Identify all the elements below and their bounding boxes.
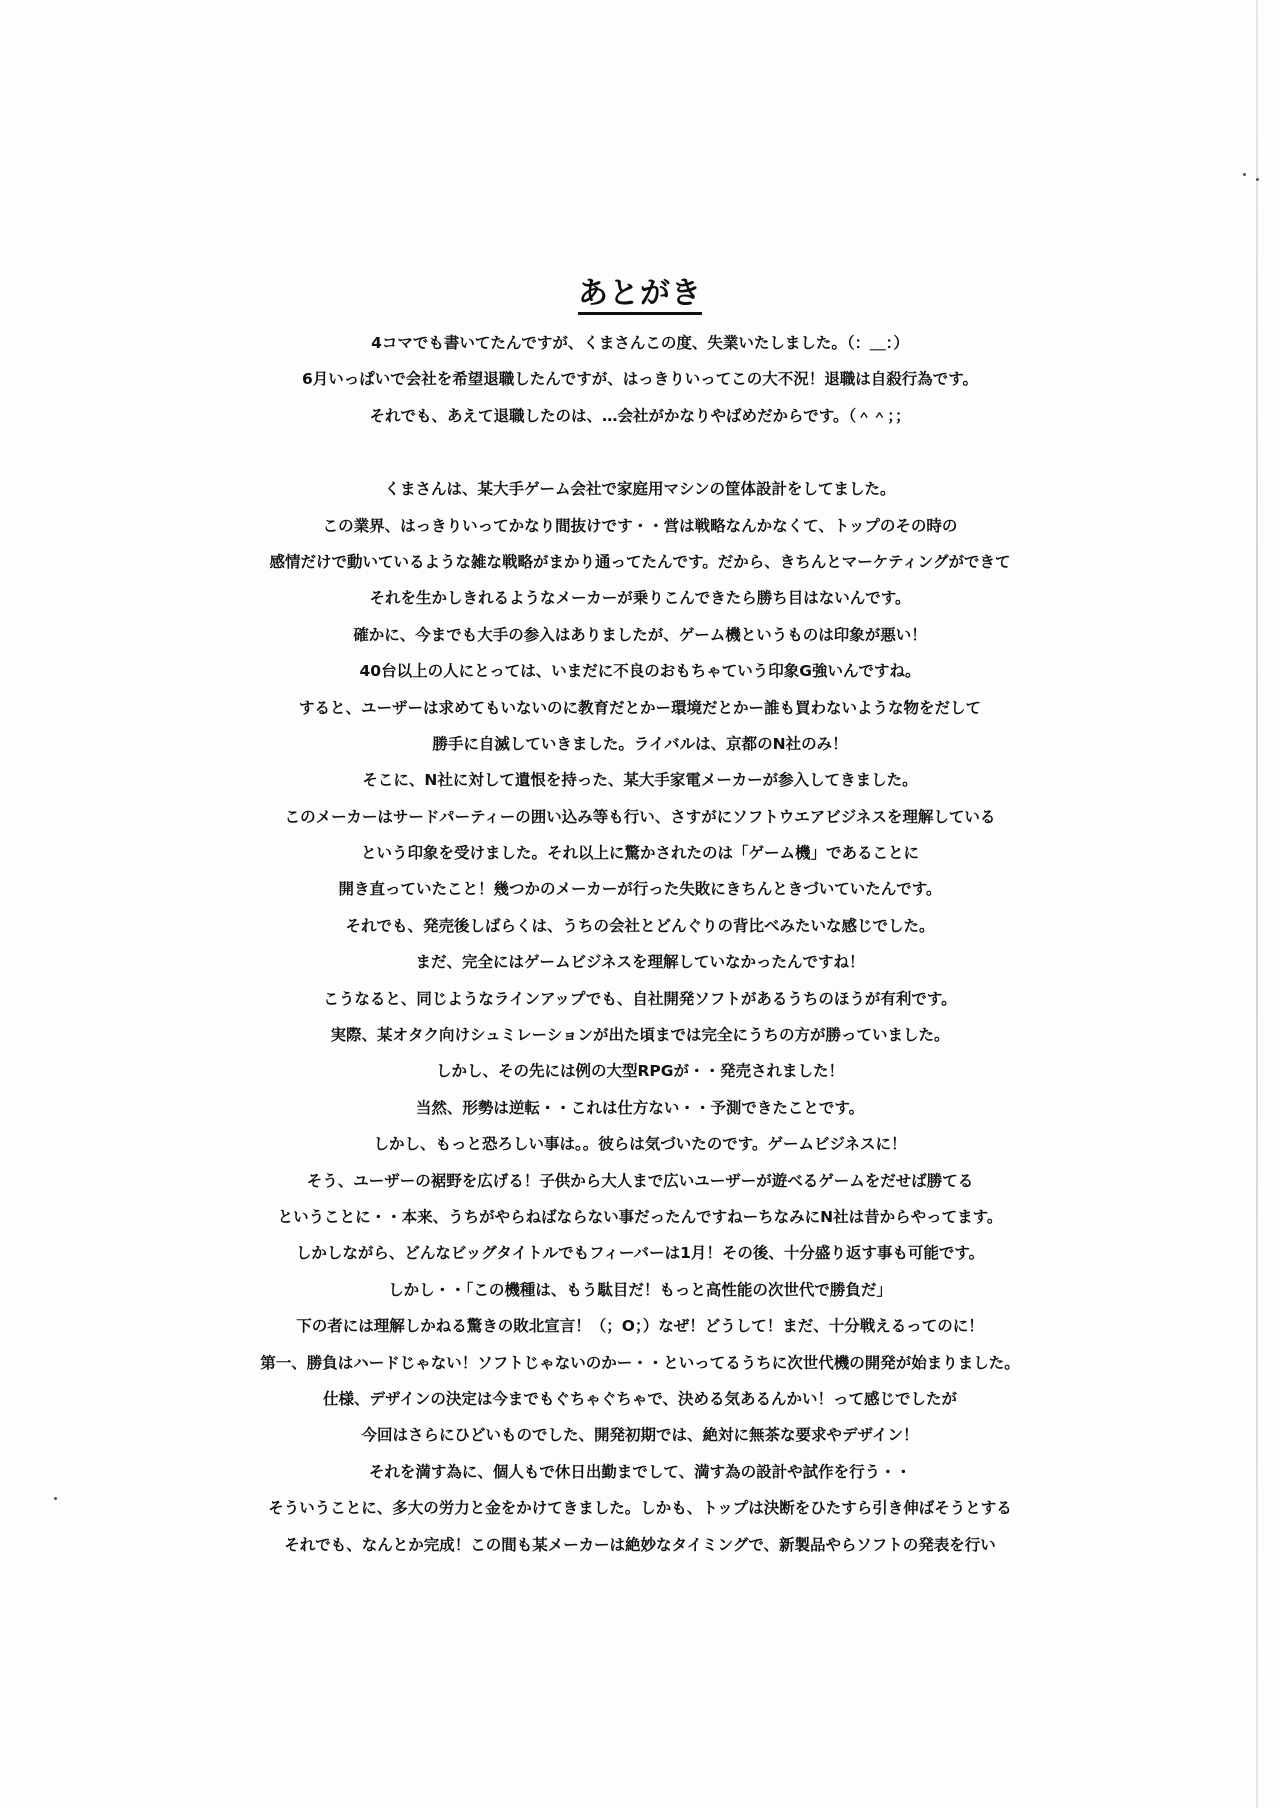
text-line: それでも、なんとか完成！この間も某メーカーは絶妙なタイミングで、新製品やらソフトの発表を行い bbox=[284, 1535, 996, 1554]
paragraph-gap bbox=[40, 434, 1240, 471]
text-line: そう、ユーザーの裾野を広げる！子供から大人まで広いユーザーが遊べるゲームをだせば勝てる bbox=[306, 1171, 974, 1190]
text-line: 40台以上の人にとっては、いまだに不良のおもちゃていう印象G強いんですね。 bbox=[359, 662, 921, 681]
text-line: 仕様、デザインの決定は今までもぐちゃぐちゃで、決める気あるんかい！って感じでしたが bbox=[322, 1389, 958, 1408]
text-line: しかし、その先には例の大型RPGが・・発売されました！ bbox=[435, 1062, 845, 1081]
text-line: 確かに、今までも大手の参入はありましたが、ゲーム機というものは印象が悪い！ bbox=[353, 625, 927, 644]
afterword-text bbox=[40, 325, 1240, 1563]
text-line: しかしながら、どんなビッグタイトルでもフィーバーは1月！その後、十分盛り返す事も可能です。 bbox=[295, 1244, 985, 1263]
text-line: この業界、はっきりいってかなり間抜けです・・営は戦略なんかなくて、トップのその時の bbox=[322, 516, 958, 535]
text-line: まだ、完全にはゲームビジネスを理解していなかったんですね！ bbox=[415, 953, 865, 972]
text-line: しかし・・「この機種は、もう駄目だ！もっと高性能の次世代で勝負だ」 bbox=[388, 1280, 892, 1299]
text-line: 下の者には理解しかねる驚きの敗北宣言！（；O；）なぜ！どうして！まだ、十分戦えるってのに！ bbox=[296, 1317, 984, 1336]
text-line: そこに、N社に対して遺恨を持った、某大手家電メーカーが参入してきました。 bbox=[362, 771, 918, 790]
text-line: それでも、発売後しばらくは、うちの会社とどんぐりの背比べみたいな感じでした。 bbox=[345, 916, 935, 935]
text-line: このメーカーはサードパーティーの囲い込み等も行い、さすがにソフトウエアビジネスを理解している bbox=[284, 807, 996, 826]
text-line: こうなると、同じようなラインアップでも、自社開発ソフトがあるうちのほうが有利です。 bbox=[323, 989, 957, 1008]
text-line: くまさんは、某大手ゲーム会社で家庭用マシンの筐体設計をしてました。 bbox=[384, 480, 896, 499]
text-line: そういうことに、多大の労力と金をかけてきました。しかも、トップは決断をひたすら引き伸ばそうとする bbox=[268, 1499, 1012, 1518]
text-line: 第一、勝負はハードじゃない！ソフトじゃないのかー・・といってるうちに次世代機の開発が始まりました。 bbox=[260, 1353, 1020, 1372]
text-line: 6月いっぱいで会社を希望退職したんですが、はっきりいってこの大不況！退職は自殺行為です。 bbox=[301, 370, 979, 389]
text-line: それを満す為に、個人もで休日出勤までして、満す為の設計や試作を行う・・ bbox=[368, 1462, 912, 1481]
text-line: 感情だけで動いているような雑な戦略がまかり通ってたんです。だから、きちんとマーケティングができて bbox=[269, 552, 1011, 571]
text-line: 勝手に自滅していきました。ライバルは、京都のN社のみ！ bbox=[432, 734, 848, 753]
text-line: それでも、あえて退職したのは、…会社がかなりやばめだからです。（＾＾；； bbox=[369, 406, 911, 425]
text-line: 開き直っていたこと！幾つかのメーカーが行った失敗にきちんときづいていたんです。 bbox=[338, 880, 942, 899]
text-line: 実際、某オタク向けシュミレーションが出た頃までは完全にうちの方が勝っていました。 bbox=[330, 1026, 950, 1045]
paragraph-2 bbox=[40, 471, 1240, 1563]
scan-speck bbox=[1256, 178, 1259, 181]
scan-speck bbox=[1243, 173, 1246, 176]
text-line: という印象を受けました。それ以上に驚かされたのは「ゲーム機」であることに bbox=[360, 844, 919, 863]
text-line: ということに・・本来、うちがやらねばならない事だったんですねーちなみにN社は昔からやってます。 bbox=[277, 1207, 1003, 1226]
text-line: 今回はさらにひどいものでした、開発初期では、絶対に無茶な要求やデザイン！ bbox=[361, 1426, 919, 1445]
text-line: すると、ユーザーは求めてもいないのに教育だとかー環境だとかー誰も買わないような物をだして bbox=[298, 698, 981, 717]
text-line: しかし、もっと恐ろしい事は。。彼らは気づいたのです。ゲームビジネスに！ bbox=[373, 1135, 907, 1154]
page-title: あとがき bbox=[0, 268, 1280, 312]
text-line: 4コマでも書いてたんですが、くまさんこの度、失業いたしました。（：＿：） bbox=[371, 334, 909, 352]
text-line: それを生かしきれるようなメーカーが乗りこんできたら勝ち目はないんです。 bbox=[369, 589, 911, 608]
text-line: 当然、形勢は逆転・・これは仕方ない・・予測できたことです。 bbox=[415, 1098, 865, 1117]
paragraph-1 bbox=[40, 325, 1240, 434]
